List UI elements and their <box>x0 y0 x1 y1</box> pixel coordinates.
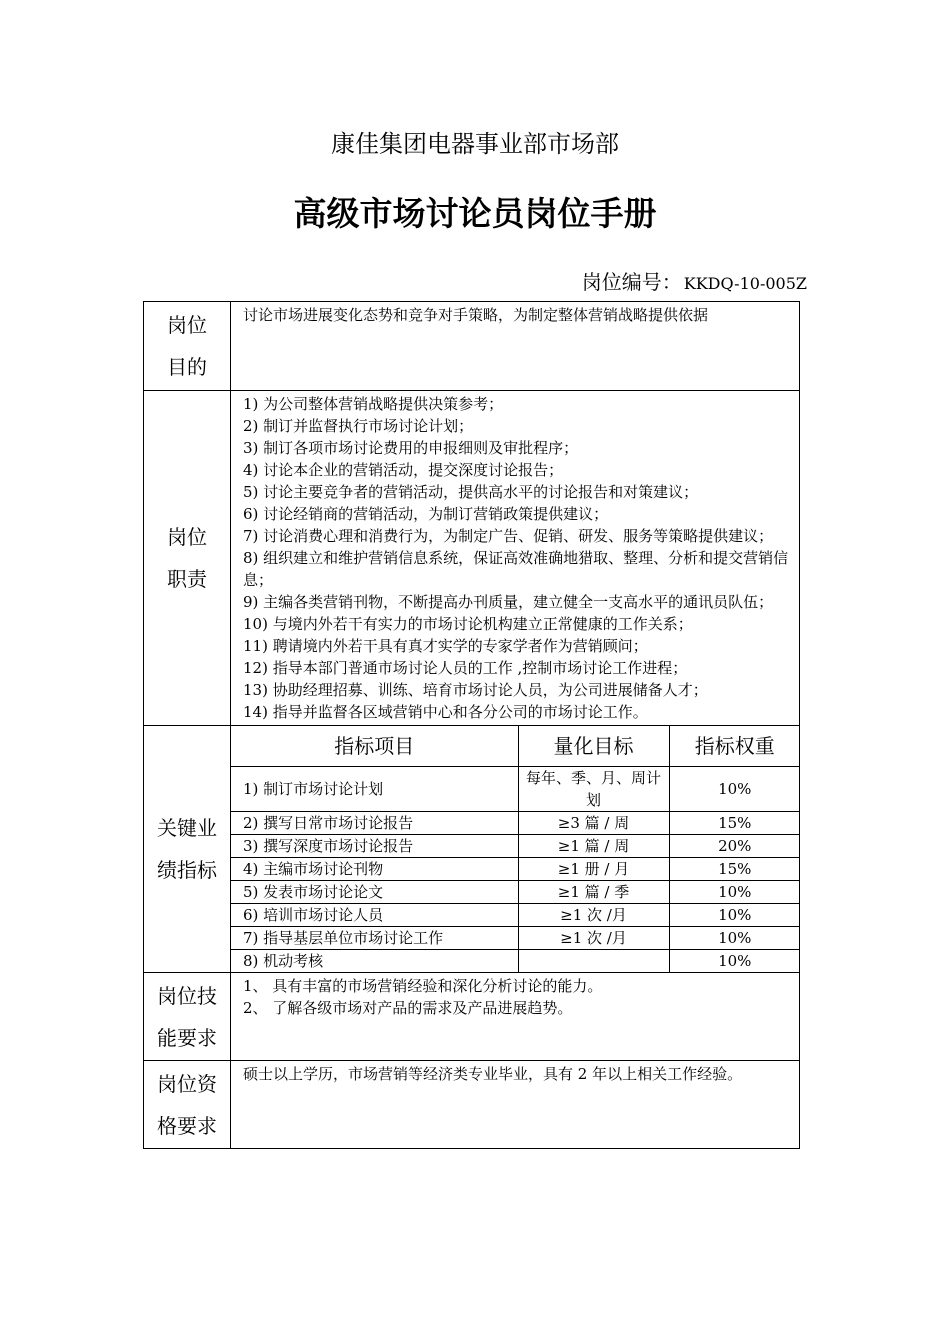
kpi-table-row <box>231 881 800 904</box>
position-code-label: 岗位编号： <box>581 270 682 294</box>
kpi-item: 3) 撰写深度市场讨论报告 <box>231 835 518 858</box>
position-code-value: KKDQ-10-005Z <box>683 274 807 293</box>
qualification-text <box>231 1061 800 1149</box>
skills-label-line-2: 能要求 <box>157 1025 217 1050</box>
duty-item: 3) 制订各项市场讨论费用的申报细则及审批程序； <box>243 439 579 457</box>
duty-item: 8) 组织建立和维护营销信息系统，保证高效准确地猎取、整理、分析和提交营销信息； <box>243 549 789 589</box>
kpi-weight: 10% <box>669 881 800 904</box>
kpi-target: ≥3 篇 / 周 <box>518 812 669 835</box>
skills-label-line-1: 岗位技 <box>157 983 217 1008</box>
kpi-table-row <box>231 812 800 835</box>
duty-item: 2) 制订并监督执行市场讨论计划； <box>243 417 474 435</box>
kpi-item: 4) 主编市场讨论刊物 <box>231 858 518 881</box>
duty-item: 1) 为公司整体营销战略提供决策参考； <box>243 395 504 413</box>
kpi-target: ≥1 篇 / 周 <box>518 835 669 858</box>
duty-item: 7) 讨论消费心理和消费行为，为制定广告、促销、研发、服务等策略提供建议； <box>243 527 774 545</box>
duty-item: 4) 讨论本企业的营销活动，提交深度讨论报告； <box>243 461 564 479</box>
skills-row <box>144 973 800 1061</box>
kpi-label-line-1: 关键业 <box>157 816 217 840</box>
duties-row <box>144 391 800 726</box>
kpi-weight: 15% <box>669 812 800 835</box>
kpi-item: 6) 培训市场讨论人员 <box>231 904 518 927</box>
kpi-label <box>144 726 231 973</box>
kpi-header-item: 指标项目 <box>231 726 518 767</box>
qualification-label <box>144 1061 231 1149</box>
kpi-target: 每年、季、月、周计划 <box>518 767 669 812</box>
duty-item: 9) 主编各类营销刊物，不断提高办刊质量，建立健全一支高水平的通讯员队伍； <box>243 593 774 611</box>
kpi-weight: 10% <box>669 767 800 812</box>
kpi-table-row <box>231 927 800 950</box>
kpi-target: ≥1 册 / 月 <box>518 858 669 881</box>
kpi-weight: 20% <box>669 835 800 858</box>
kpi-weight: 10% <box>669 950 800 973</box>
duties-label-line-1: 岗位 <box>167 525 207 549</box>
skills-list <box>231 973 800 1061</box>
kpi-header-row <box>231 726 800 767</box>
kpi-header-target: 量化目标 <box>518 726 669 767</box>
kpi-label-line-2: 绩指标 <box>157 858 217 882</box>
kpi-table-row <box>231 858 800 881</box>
kpi-item: 2) 撰写日常市场讨论报告 <box>231 812 518 835</box>
kpi-container <box>231 726 800 973</box>
organization-name: 康佳集团电器事业部市场部 <box>331 130 619 158</box>
purpose-text-content: 讨论市场进展变化态势和竞争对手策略，为制定整体营销战略提供依据 <box>243 306 709 324</box>
duty-item: 14) 指导并监督各区域营销中心和各分公司的市场讨论工作。 <box>243 703 648 721</box>
duties-list <box>231 391 800 726</box>
kpi-table-row <box>231 835 800 858</box>
position-table <box>143 301 800 1149</box>
duty-item: 6) 讨论经销商的营销活动，为制订营销政策提供建议； <box>243 505 609 523</box>
kpi-weight: 10% <box>669 927 800 950</box>
skill-item: 1、 具有丰富的市场营销经验和深化分析讨论的能力。 <box>243 977 603 995</box>
duties-label-line-2: 职责 <box>167 567 207 591</box>
duty-item: 10) 与境内外若干有实力的市场讨论机构建立正常健康的工作关系； <box>243 615 693 633</box>
kpi-item: 7) 指导基层单位市场讨论工作 <box>231 927 518 950</box>
qualification-label-line-1: 岗位资 <box>157 1071 217 1096</box>
skills-label <box>144 973 231 1061</box>
document-title: 高级市场讨论员岗位手册 <box>293 194 657 233</box>
duty-item: 12) 指导本部门普通市场讨论人员的工作 ,控制市场讨论工作进程； <box>243 659 688 677</box>
kpi-item: 1) 制订市场讨论计划 <box>231 767 518 812</box>
kpi-item: 8) 机动考核 <box>231 950 518 973</box>
kpi-target <box>518 950 669 973</box>
duty-item: 5) 讨论主要竞争者的营销活动，提供高水平的讨论报告和对策建议； <box>243 483 699 501</box>
kpi-header-weight: 指标权重 <box>669 726 800 767</box>
skill-item: 2、 了解各级市场对产品的需求及产品进展趋势。 <box>243 999 573 1017</box>
position-code <box>582 266 807 295</box>
kpi-weight: 15% <box>669 858 800 881</box>
qualification-label-line-2: 格要求 <box>157 1113 217 1138</box>
purpose-text <box>231 302 800 391</box>
kpi-target: ≥1 次 /月 <box>518 904 669 927</box>
qualification-row <box>144 1061 800 1149</box>
kpi-target: ≥1 篇 / 季 <box>518 881 669 904</box>
kpi-target: ≥1 次 /月 <box>518 927 669 950</box>
qualification-text-content: 硕士以上学历，市场营销等经济类专业毕业，具有 2 年以上相关工作经验。 <box>243 1065 743 1083</box>
kpi-table-row <box>231 767 800 812</box>
kpi-table-row <box>231 904 800 927</box>
purpose-row <box>144 302 800 391</box>
duties-label <box>144 391 231 726</box>
purpose-label <box>144 302 231 391</box>
kpi-table-row <box>231 950 800 973</box>
kpi-table <box>231 726 800 972</box>
kpi-row <box>144 726 800 973</box>
purpose-label-line-1: 岗位 <box>167 313 207 337</box>
kpi-item: 5) 发表市场讨论论文 <box>231 881 518 904</box>
duty-item: 13) 协助经理招募、训练、培育市场讨论人员，为公司进展储备人才； <box>243 681 708 699</box>
duty-item: 11) 聘请境内外若干具有真才实学的专家学者作为营销顾问； <box>243 637 648 655</box>
purpose-label-line-2: 目的 <box>167 355 207 379</box>
kpi-weight: 10% <box>669 904 800 927</box>
